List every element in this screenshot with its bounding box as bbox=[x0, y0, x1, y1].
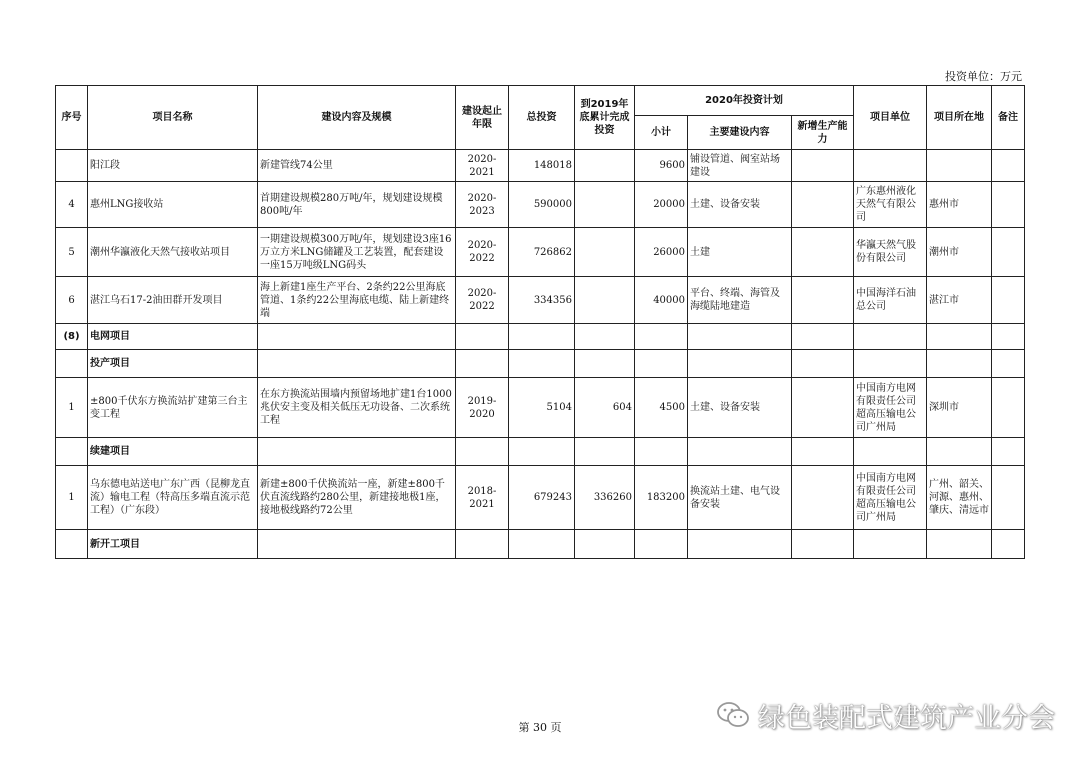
cell-seq: 1 bbox=[56, 378, 88, 438]
section-row bbox=[56, 530, 1025, 559]
cell-unit: 中国海洋石油总公司 bbox=[854, 277, 927, 324]
cell-remark bbox=[992, 378, 1025, 438]
header-cumulative: 到2019年底累计完成投资 bbox=[575, 86, 635, 150]
cell-capacity bbox=[792, 228, 854, 277]
cell-main-content: 平台、终端、海管及海缆陆地建造 bbox=[688, 277, 792, 324]
header-plan-2020: 2020年投资计划 bbox=[635, 86, 854, 116]
cell-total: 590000 bbox=[509, 182, 575, 228]
cell-unit: 中国南方电网有限责任公司超高压输电公司广州局 bbox=[854, 466, 927, 530]
cell-total: 726862 bbox=[509, 228, 575, 277]
cell-cumulative bbox=[575, 150, 635, 182]
cell-period: 2020-2022 bbox=[456, 228, 509, 277]
cell-name: 湛江乌石17-2油田群开发项目 bbox=[88, 277, 258, 324]
cell-unit: 广东惠州液化天然气有限公司 bbox=[854, 182, 927, 228]
section-title: 续建项目 bbox=[88, 438, 258, 466]
header-total: 总投资 bbox=[509, 86, 575, 150]
header-row-1 bbox=[56, 86, 1025, 116]
cell-name: 惠州LNG接收站 bbox=[88, 182, 258, 228]
cell-seq: 5 bbox=[56, 228, 88, 277]
cell-content: 海上新建1座生产平台、2条约22公里海底管道、1条约22公里海底电缆、陆上新建终端 bbox=[258, 277, 456, 324]
cell-seq bbox=[56, 438, 88, 466]
cell-main-content: 铺设管道、阀室站场建设 bbox=[688, 150, 792, 182]
cell-content: 首期建设规模280万吨/年，规划建设规模800吨/年 bbox=[258, 182, 456, 228]
cell-main-content: 土建、设备安装 bbox=[688, 378, 792, 438]
cell-total: 334356 bbox=[509, 277, 575, 324]
cell-cumulative bbox=[575, 228, 635, 277]
watermark bbox=[716, 695, 1055, 735]
section-row bbox=[56, 324, 1025, 350]
cell-remark bbox=[992, 150, 1025, 182]
cell-period: 2020-2023 bbox=[456, 182, 509, 228]
cell-period: 2020-2021 bbox=[456, 150, 509, 182]
investment-unit-label: 投资单位：万元 bbox=[945, 70, 1022, 83]
cell-main-content: 换流站土建、电气设备安装 bbox=[688, 466, 792, 530]
cell-cumulative: 336260 bbox=[575, 466, 635, 530]
cell-seq: 1 bbox=[56, 466, 88, 530]
cell-seq: 6 bbox=[56, 277, 88, 324]
cell-total: 148018 bbox=[509, 150, 575, 182]
section-title: 新开工项目 bbox=[88, 530, 258, 559]
cell-remark bbox=[992, 182, 1025, 228]
cell-location: 惠州市 bbox=[927, 182, 992, 228]
cell-capacity bbox=[792, 150, 854, 182]
cell-name: 潮州华瀛液化天然气接收站项目 bbox=[88, 228, 258, 277]
header-name: 项目名称 bbox=[88, 86, 258, 150]
cell-remark bbox=[992, 228, 1025, 277]
cell-total: 5104 bbox=[509, 378, 575, 438]
cell-seq: 4 bbox=[56, 182, 88, 228]
section-row bbox=[56, 438, 1025, 466]
table-row bbox=[56, 228, 1025, 277]
cell-cumulative bbox=[575, 277, 635, 324]
cell-seq bbox=[56, 150, 88, 182]
cell-location bbox=[927, 150, 992, 182]
header-remark: 备注 bbox=[992, 86, 1025, 150]
header-content: 建设内容及规模 bbox=[258, 86, 456, 150]
cell-seq bbox=[56, 350, 88, 378]
cell-period: 2020-2022 bbox=[456, 277, 509, 324]
cell-seq bbox=[56, 530, 88, 559]
cell-name: 阳江段 bbox=[88, 150, 258, 182]
cell-name: 乌东德电站送电广东广西（昆柳龙直流）输电工程（特高压多端直流示范工程）（广东段） bbox=[88, 466, 258, 530]
cell-content: 新建管线74公里 bbox=[258, 150, 456, 182]
cell-location: 湛江市 bbox=[927, 277, 992, 324]
cell-cumulative bbox=[575, 182, 635, 228]
cell-total: 679243 bbox=[509, 466, 575, 530]
cell-subtotal: 9600 bbox=[635, 150, 688, 182]
cell-capacity bbox=[792, 378, 854, 438]
cell-remark bbox=[992, 277, 1025, 324]
cell-unit: 华瀛天然气股份有限公司 bbox=[854, 228, 927, 277]
table-row bbox=[56, 378, 1025, 438]
cell-content: 新建±800千伏换流站一座，新建±800千伏直流线路约280公里，新建接地极1座，接地极线路约72公里 bbox=[258, 466, 456, 530]
cell-subtotal: 20000 bbox=[635, 182, 688, 228]
cell-capacity bbox=[792, 182, 854, 228]
cell-remark bbox=[992, 466, 1025, 530]
header-period: 建设起止年限 bbox=[456, 86, 509, 150]
cell-subtotal: 40000 bbox=[635, 277, 688, 324]
header-unit: 项目单位 bbox=[854, 86, 927, 150]
cell-location: 深圳市 bbox=[927, 378, 992, 438]
section-title: 投产项目 bbox=[88, 350, 258, 378]
cell-subtotal: 4500 bbox=[635, 378, 688, 438]
wechat-icon bbox=[716, 701, 750, 729]
cell-period: 2018-2021 bbox=[456, 466, 509, 530]
cell-capacity bbox=[792, 466, 854, 530]
cell-location: 潮州市 bbox=[927, 228, 992, 277]
section-row bbox=[56, 350, 1025, 378]
cell-content: 一期建设规模300万吨/年，规划建设3座16万立方米LNG储罐及工艺装置，配套建设一座15万吨级LNG码头 bbox=[258, 228, 456, 277]
header-seq: 序号 bbox=[56, 86, 88, 150]
header-capacity: 新增生产能力 bbox=[792, 116, 854, 150]
table-row bbox=[56, 277, 1025, 324]
watermark-text: 绿色装配式建筑产业分会 bbox=[758, 702, 1055, 734]
page-number: 第 30 页 bbox=[518, 721, 562, 734]
cell-location: 广州、韶关、河源、惠州、肇庆、清远市 bbox=[927, 466, 992, 530]
cell-name: ±800千伏东方换流站扩建第三台主变工程 bbox=[88, 378, 258, 438]
cell-subtotal: 26000 bbox=[635, 228, 688, 277]
section-title: 电网项目 bbox=[88, 324, 258, 350]
cell-seq: (8) bbox=[56, 324, 88, 350]
cell-unit: 中国南方电网有限责任公司超高压输电公司广州局 bbox=[854, 378, 927, 438]
table-row bbox=[56, 182, 1025, 228]
cell-main-content: 土建 bbox=[688, 228, 792, 277]
cell-period: 2019-2020 bbox=[456, 378, 509, 438]
table-row bbox=[56, 150, 1025, 182]
header-location: 项目所在地 bbox=[927, 86, 992, 150]
cell-main-content: 土建、设备安装 bbox=[688, 182, 792, 228]
cell-subtotal: 183200 bbox=[635, 466, 688, 530]
cell-unit bbox=[854, 150, 927, 182]
cell-content: 在东方换流站围墙内预留场地扩建1台1000兆伏安主变及相关低压无功设备、二次系统工程 bbox=[258, 378, 456, 438]
investment-table bbox=[55, 85, 1025, 559]
header-subtotal: 小计 bbox=[635, 116, 688, 150]
table-row bbox=[56, 466, 1025, 530]
cell-capacity bbox=[792, 277, 854, 324]
header-main-content: 主要建设内容 bbox=[688, 116, 792, 150]
cell-cumulative: 604 bbox=[575, 378, 635, 438]
